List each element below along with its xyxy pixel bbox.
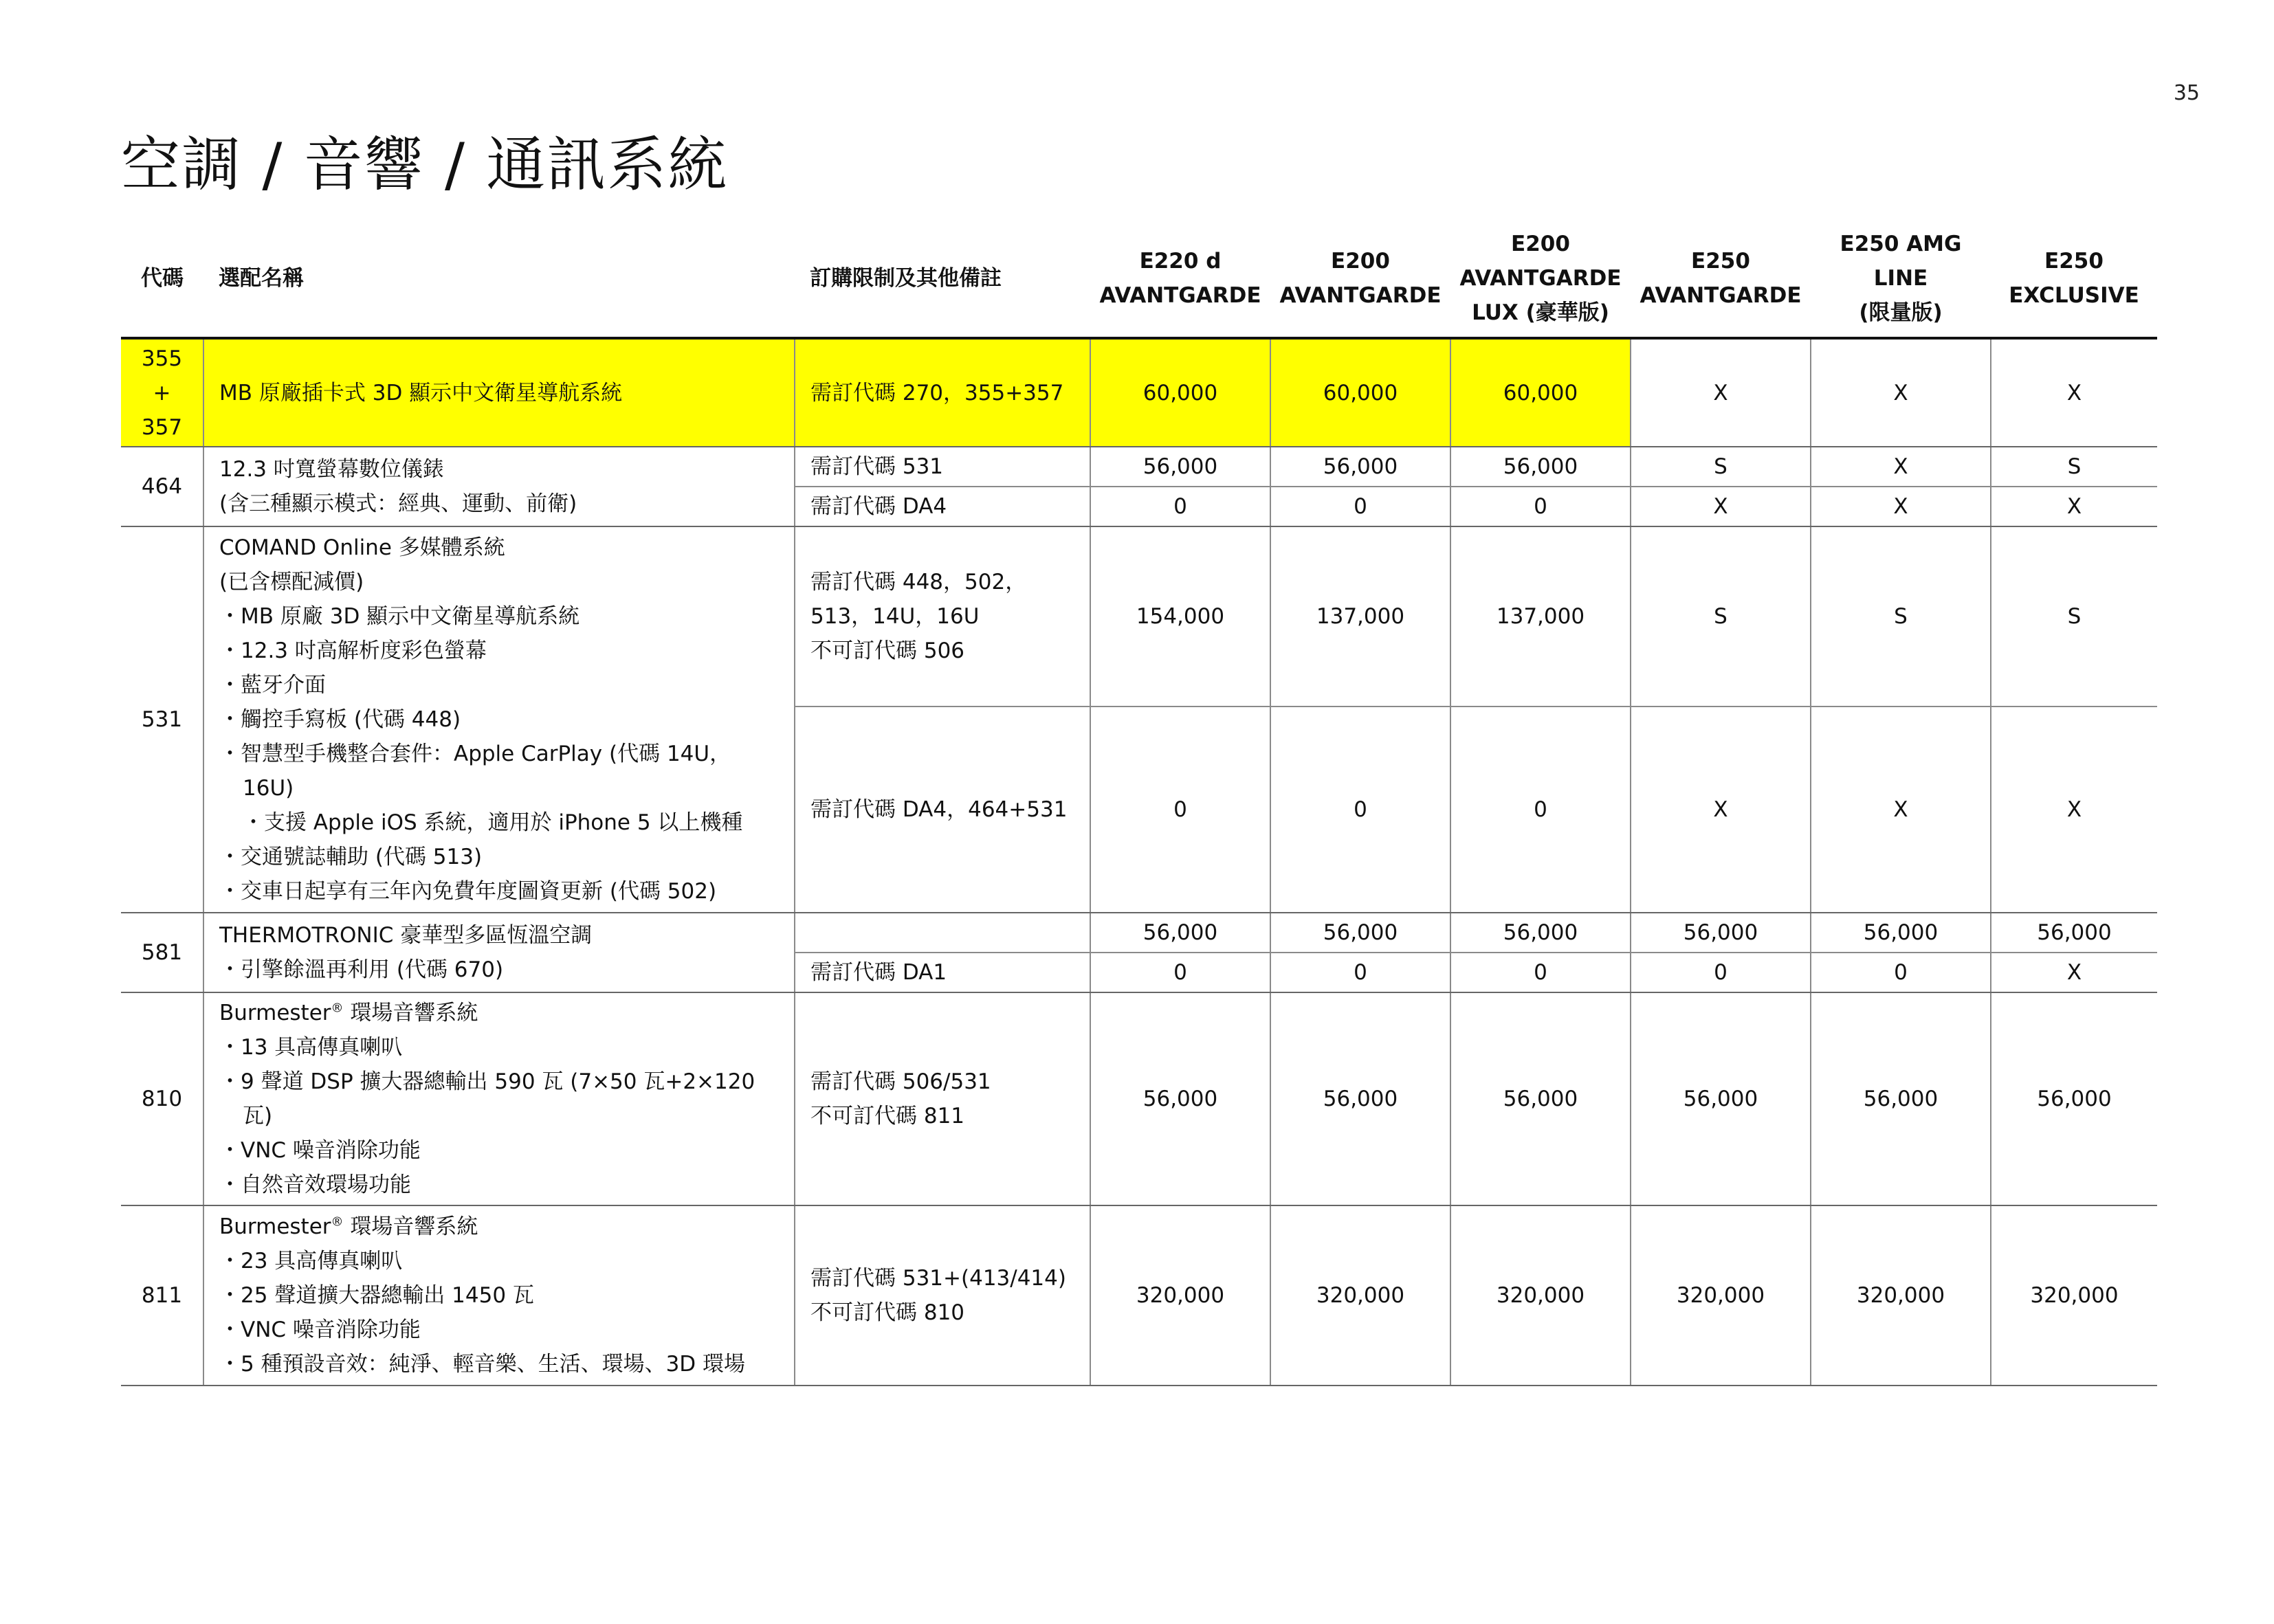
options-price-table bbox=[121, 220, 2157, 1386]
price-cell: 56,000 bbox=[1631, 913, 1811, 953]
price-cell: 0 bbox=[1090, 953, 1270, 992]
order-note bbox=[795, 913, 1090, 953]
option-name-line: ・自然音效環場功能 bbox=[219, 1172, 411, 1197]
price-cell: 56,000 bbox=[1450, 913, 1631, 953]
option-name-line: ・VNC 噪音消除功能 bbox=[219, 1317, 421, 1342]
price-cell: S bbox=[1811, 526, 1991, 707]
price-cell: X bbox=[1811, 447, 1991, 487]
price-cell: 320,000 bbox=[1991, 1205, 2157, 1386]
price-cell: 56,000 bbox=[1631, 992, 1811, 1205]
option-name-line: 12.3 吋寬螢幕數位儀錶 bbox=[219, 457, 444, 482]
header-model-e200-avantgarde-lux: E200 AVANTGARDE LUX (豪華版) bbox=[1450, 220, 1631, 338]
option-code: 531 bbox=[121, 526, 203, 913]
option-name: MB 原廠插卡式 3D 顯示中文衛星導航系統 bbox=[203, 338, 795, 447]
page-title: 空調 / 音響 / 通訊系統 bbox=[121, 131, 729, 199]
option-name bbox=[203, 913, 795, 992]
table-row bbox=[121, 1205, 2157, 1386]
brand-name: Burmester bbox=[219, 1214, 331, 1239]
price-cell: 56,000 bbox=[1450, 447, 1631, 487]
price-cell: X bbox=[1631, 338, 1811, 447]
price-cell: 0 bbox=[1631, 953, 1811, 992]
option-name-line: ・引擎餘溫再利用 (代碼 670) bbox=[219, 957, 504, 982]
header-option-name: 選配名稱 bbox=[203, 220, 795, 338]
option-name-line: ・12.3 吋高解析度彩色螢幕 bbox=[219, 638, 487, 663]
order-note: 需訂代碼 DA1 bbox=[795, 953, 1090, 992]
option-name-line: ・觸控手寫板 (代碼 448) bbox=[219, 707, 461, 732]
header-model-e250-exclusive: E250 EXCLUSIVE bbox=[1991, 220, 2157, 338]
price-cell: 0 bbox=[1270, 707, 1450, 913]
price-cell: 320,000 bbox=[1450, 1205, 1631, 1386]
price-cell: X bbox=[1811, 487, 1991, 526]
price-cell: 56,000 bbox=[1270, 913, 1450, 953]
option-name-line: ・藍牙介面 bbox=[219, 673, 326, 698]
option-name-line bbox=[219, 1210, 779, 1244]
option-name bbox=[203, 447, 795, 526]
price-cell: 0 bbox=[1270, 487, 1450, 526]
order-note: 需訂代碼 270，355+357 bbox=[795, 338, 1090, 447]
option-code: 581 bbox=[121, 913, 203, 992]
option-name-tail: 環場音響系統 bbox=[343, 1001, 478, 1025]
option-name-tail: 環場音響系統 bbox=[343, 1214, 478, 1239]
price-cell: 60,000 bbox=[1450, 338, 1631, 447]
option-name-line: ・5 種預設音效：純淨、輕音樂、生活、環場、3D 環場 bbox=[219, 1352, 746, 1377]
price-cell: X bbox=[1991, 707, 2157, 913]
registered-mark: ® bbox=[331, 1214, 344, 1230]
table-row bbox=[121, 338, 2157, 447]
header-model-e250-amg-line: E250 AMG LINE (限量版) bbox=[1811, 220, 1991, 338]
price-cell: S bbox=[1631, 526, 1811, 707]
option-code: 810 bbox=[121, 992, 203, 1205]
price-cell: 0 bbox=[1450, 953, 1631, 992]
option-name-line: ・25 聲道擴大器總輸出 1450 瓦 bbox=[219, 1283, 534, 1308]
registered-mark: ® bbox=[331, 1001, 344, 1016]
price-cell: X bbox=[1991, 953, 2157, 992]
price-cell: X bbox=[1631, 707, 1811, 913]
price-cell: X bbox=[1811, 707, 1991, 913]
option-code: 355 + 357 bbox=[121, 338, 203, 447]
price-cell: 320,000 bbox=[1090, 1205, 1270, 1386]
price-cell: 56,000 bbox=[1090, 913, 1270, 953]
option-name-line: ・VNC 噪音消除功能 bbox=[219, 1138, 421, 1163]
option-code: 811 bbox=[121, 1205, 203, 1386]
price-cell: 320,000 bbox=[1631, 1205, 1811, 1386]
order-note: 需訂代碼 531 bbox=[795, 447, 1090, 487]
price-cell: 320,000 bbox=[1811, 1205, 1991, 1386]
table-row bbox=[121, 526, 2157, 707]
price-cell: S bbox=[1631, 447, 1811, 487]
price-cell: 56,000 bbox=[1811, 913, 1991, 953]
price-cell: 56,000 bbox=[1991, 992, 2157, 1205]
option-name bbox=[203, 1205, 795, 1386]
page-number: 35 bbox=[2173, 81, 2200, 105]
option-name-line: ・9 聲道 DSP 擴大器總輸出 590 瓦 (7×50 瓦+2×120 瓦) bbox=[219, 1069, 755, 1128]
order-note: 需訂代碼 DA4 bbox=[795, 487, 1090, 526]
price-cell: 0 bbox=[1090, 707, 1270, 913]
price-cell: 60,000 bbox=[1270, 338, 1450, 447]
price-cell: 56,000 bbox=[1991, 913, 2157, 953]
price-cell: 0 bbox=[1450, 707, 1631, 913]
price-cell: 60,000 bbox=[1090, 338, 1270, 447]
option-name-line: ・交車日起享有三年內免費年度圖資更新 (代碼 502) bbox=[219, 879, 717, 904]
header-order-notes: 訂購限制及其他備註 bbox=[795, 220, 1090, 338]
table-header-row bbox=[121, 220, 2157, 338]
order-note: 需訂代碼 531+(413/414) 不可訂代碼 810 bbox=[795, 1205, 1090, 1386]
header-model-e200-avantgarde: E200 AVANTGARDE bbox=[1270, 220, 1450, 338]
table-row bbox=[121, 992, 2157, 1205]
price-cell: 0 bbox=[1811, 953, 1991, 992]
price-cell: X bbox=[1811, 338, 1991, 447]
price-cell: X bbox=[1631, 487, 1811, 526]
price-cell: 56,000 bbox=[1090, 992, 1270, 1205]
price-cell: 56,000 bbox=[1270, 992, 1450, 1205]
option-name-line: ・智慧型手機整合套件：Apple CarPlay (代碼 14U，16U) bbox=[219, 742, 731, 801]
option-name-line bbox=[219, 996, 779, 1030]
header-model-e220d-avantgarde: E220 d AVANTGARDE bbox=[1090, 220, 1270, 338]
option-name-line: COMAND Online 多媒體系統 bbox=[219, 535, 505, 560]
option-name bbox=[203, 992, 795, 1205]
price-cell: 56,000 bbox=[1090, 447, 1270, 487]
option-name-line: (含三種顯示模式：經典、運動、前衛) bbox=[219, 491, 577, 516]
option-name bbox=[203, 526, 795, 913]
price-cell: X bbox=[1991, 338, 2157, 447]
option-name-line: (已含標配減價) bbox=[219, 570, 364, 594]
brand-name: Burmester bbox=[219, 1001, 331, 1025]
price-cell: 0 bbox=[1450, 487, 1631, 526]
price-cell: X bbox=[1991, 487, 2157, 526]
option-name-line: ・13 具高傳真喇叭 bbox=[219, 1035, 403, 1060]
price-cell: 137,000 bbox=[1450, 526, 1631, 707]
table-row bbox=[121, 447, 2157, 487]
order-note: 需訂代碼 DA4，464+531 bbox=[795, 707, 1090, 913]
price-cell: 0 bbox=[1270, 953, 1450, 992]
header-model-e250-avantgarde: E250 AVANTGARDE bbox=[1631, 220, 1811, 338]
price-cell: 137,000 bbox=[1270, 526, 1450, 707]
price-cell: S bbox=[1991, 447, 2157, 487]
table-row bbox=[121, 913, 2157, 953]
price-cell: 56,000 bbox=[1270, 447, 1450, 487]
option-code: 464 bbox=[121, 447, 203, 526]
price-cell: 320,000 bbox=[1270, 1205, 1450, 1386]
order-note: 需訂代碼 448，502， 513，14U，16U 不可訂代碼 506 bbox=[795, 526, 1090, 707]
price-cell: 0 bbox=[1090, 487, 1270, 526]
option-name-line: ・23 具高傳真喇叭 bbox=[219, 1249, 403, 1273]
price-cell: 154,000 bbox=[1090, 526, 1270, 707]
option-name-line: ・支援 Apple iOS 系統，適用於 iPhone 5 以上機種 bbox=[243, 810, 743, 835]
option-name-line: THERMOTRONIC 豪華型多區恆溫空調 bbox=[219, 923, 593, 948]
option-name-line: ・MB 原廠 3D 顯示中文衛星導航系統 bbox=[219, 604, 580, 629]
price-cell: S bbox=[1991, 526, 2157, 707]
header-code: 代碼 bbox=[121, 220, 203, 338]
option-name-line: ・交通號誌輔助 (代碼 513) bbox=[219, 845, 483, 869]
order-note: 需訂代碼 506/531 不可訂代碼 811 bbox=[795, 992, 1090, 1205]
price-cell: 56,000 bbox=[1450, 992, 1631, 1205]
price-cell: 56,000 bbox=[1811, 992, 1991, 1205]
